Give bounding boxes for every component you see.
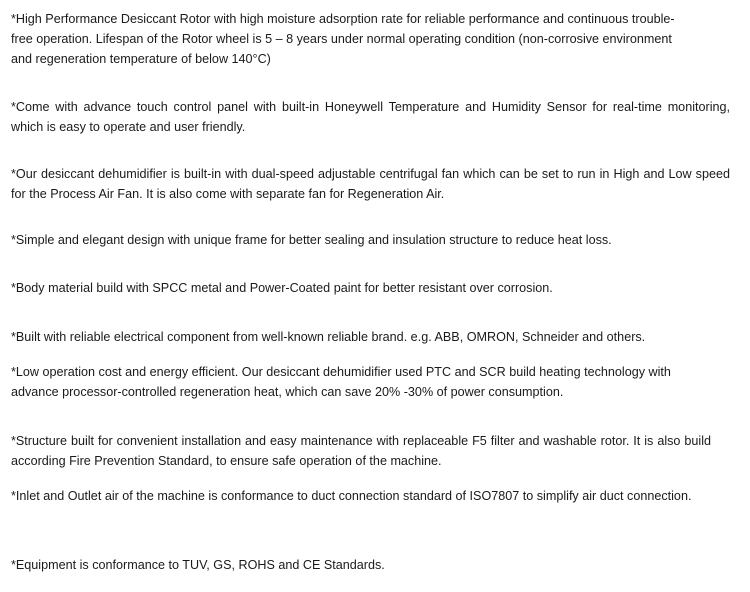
feature-maintenance: *Structure built for convenient installation and easy maintenance with replaceable F5 filter and washable rotor. It is also build according Fire Prevention Standard, to ensure safe operation of the machine. <box>11 434 711 468</box>
feature-fan: *Our desiccant dehumidifier is built-in with dual-speed adjustable centrifugal fan which can be set to run in High and Low speed for the Process Air Fan. It is also come with separate fan for Regeneration Air. <box>11 167 730 201</box>
feature-design: *Simple and elegant design with unique frame for better sealing and insulation structure to reduce heat loss. <box>11 233 612 247</box>
feature-energy: *Low operation cost and energy efficient. Our desiccant dehumidifier used PTC and SCR build heating technology with advance processor-controlled regeneration heat, which can save 20% -30% of power consumption. <box>11 365 671 399</box>
feature-duct: *Inlet and Outlet air of the machine is conformance to duct connection standard of ISO7807 to simplify air duct connection. <box>11 489 692 503</box>
feature-control-panel: *Come with advance touch control panel with built-in Honeywell Temperature and Humidity Sensor for real-time monitoring, which is easy to operate and user friendly. <box>11 100 730 134</box>
feature-rotor: *High Performance Desiccant Rotor with high moisture adsorption rate for reliable performance and continuous trouble-free operation. Lifespan of the Rotor wheel is 5 – 8 years under normal operating condition (non-corrosive environment and regeneration temperature of below 140°C) <box>11 12 675 66</box>
feature-electrical: *Built with reliable electrical component from well-known reliable brand. e.g. ABB, OMRON, Schneider and others. <box>11 330 646 344</box>
feature-body-material: *Body material build with SPCC metal and Power-Coated paint for better resistant over corrosion. <box>11 281 553 295</box>
feature-standards: *Equipment is conformance to TUV, GS, ROHS and CE Standards. <box>11 558 385 572</box>
